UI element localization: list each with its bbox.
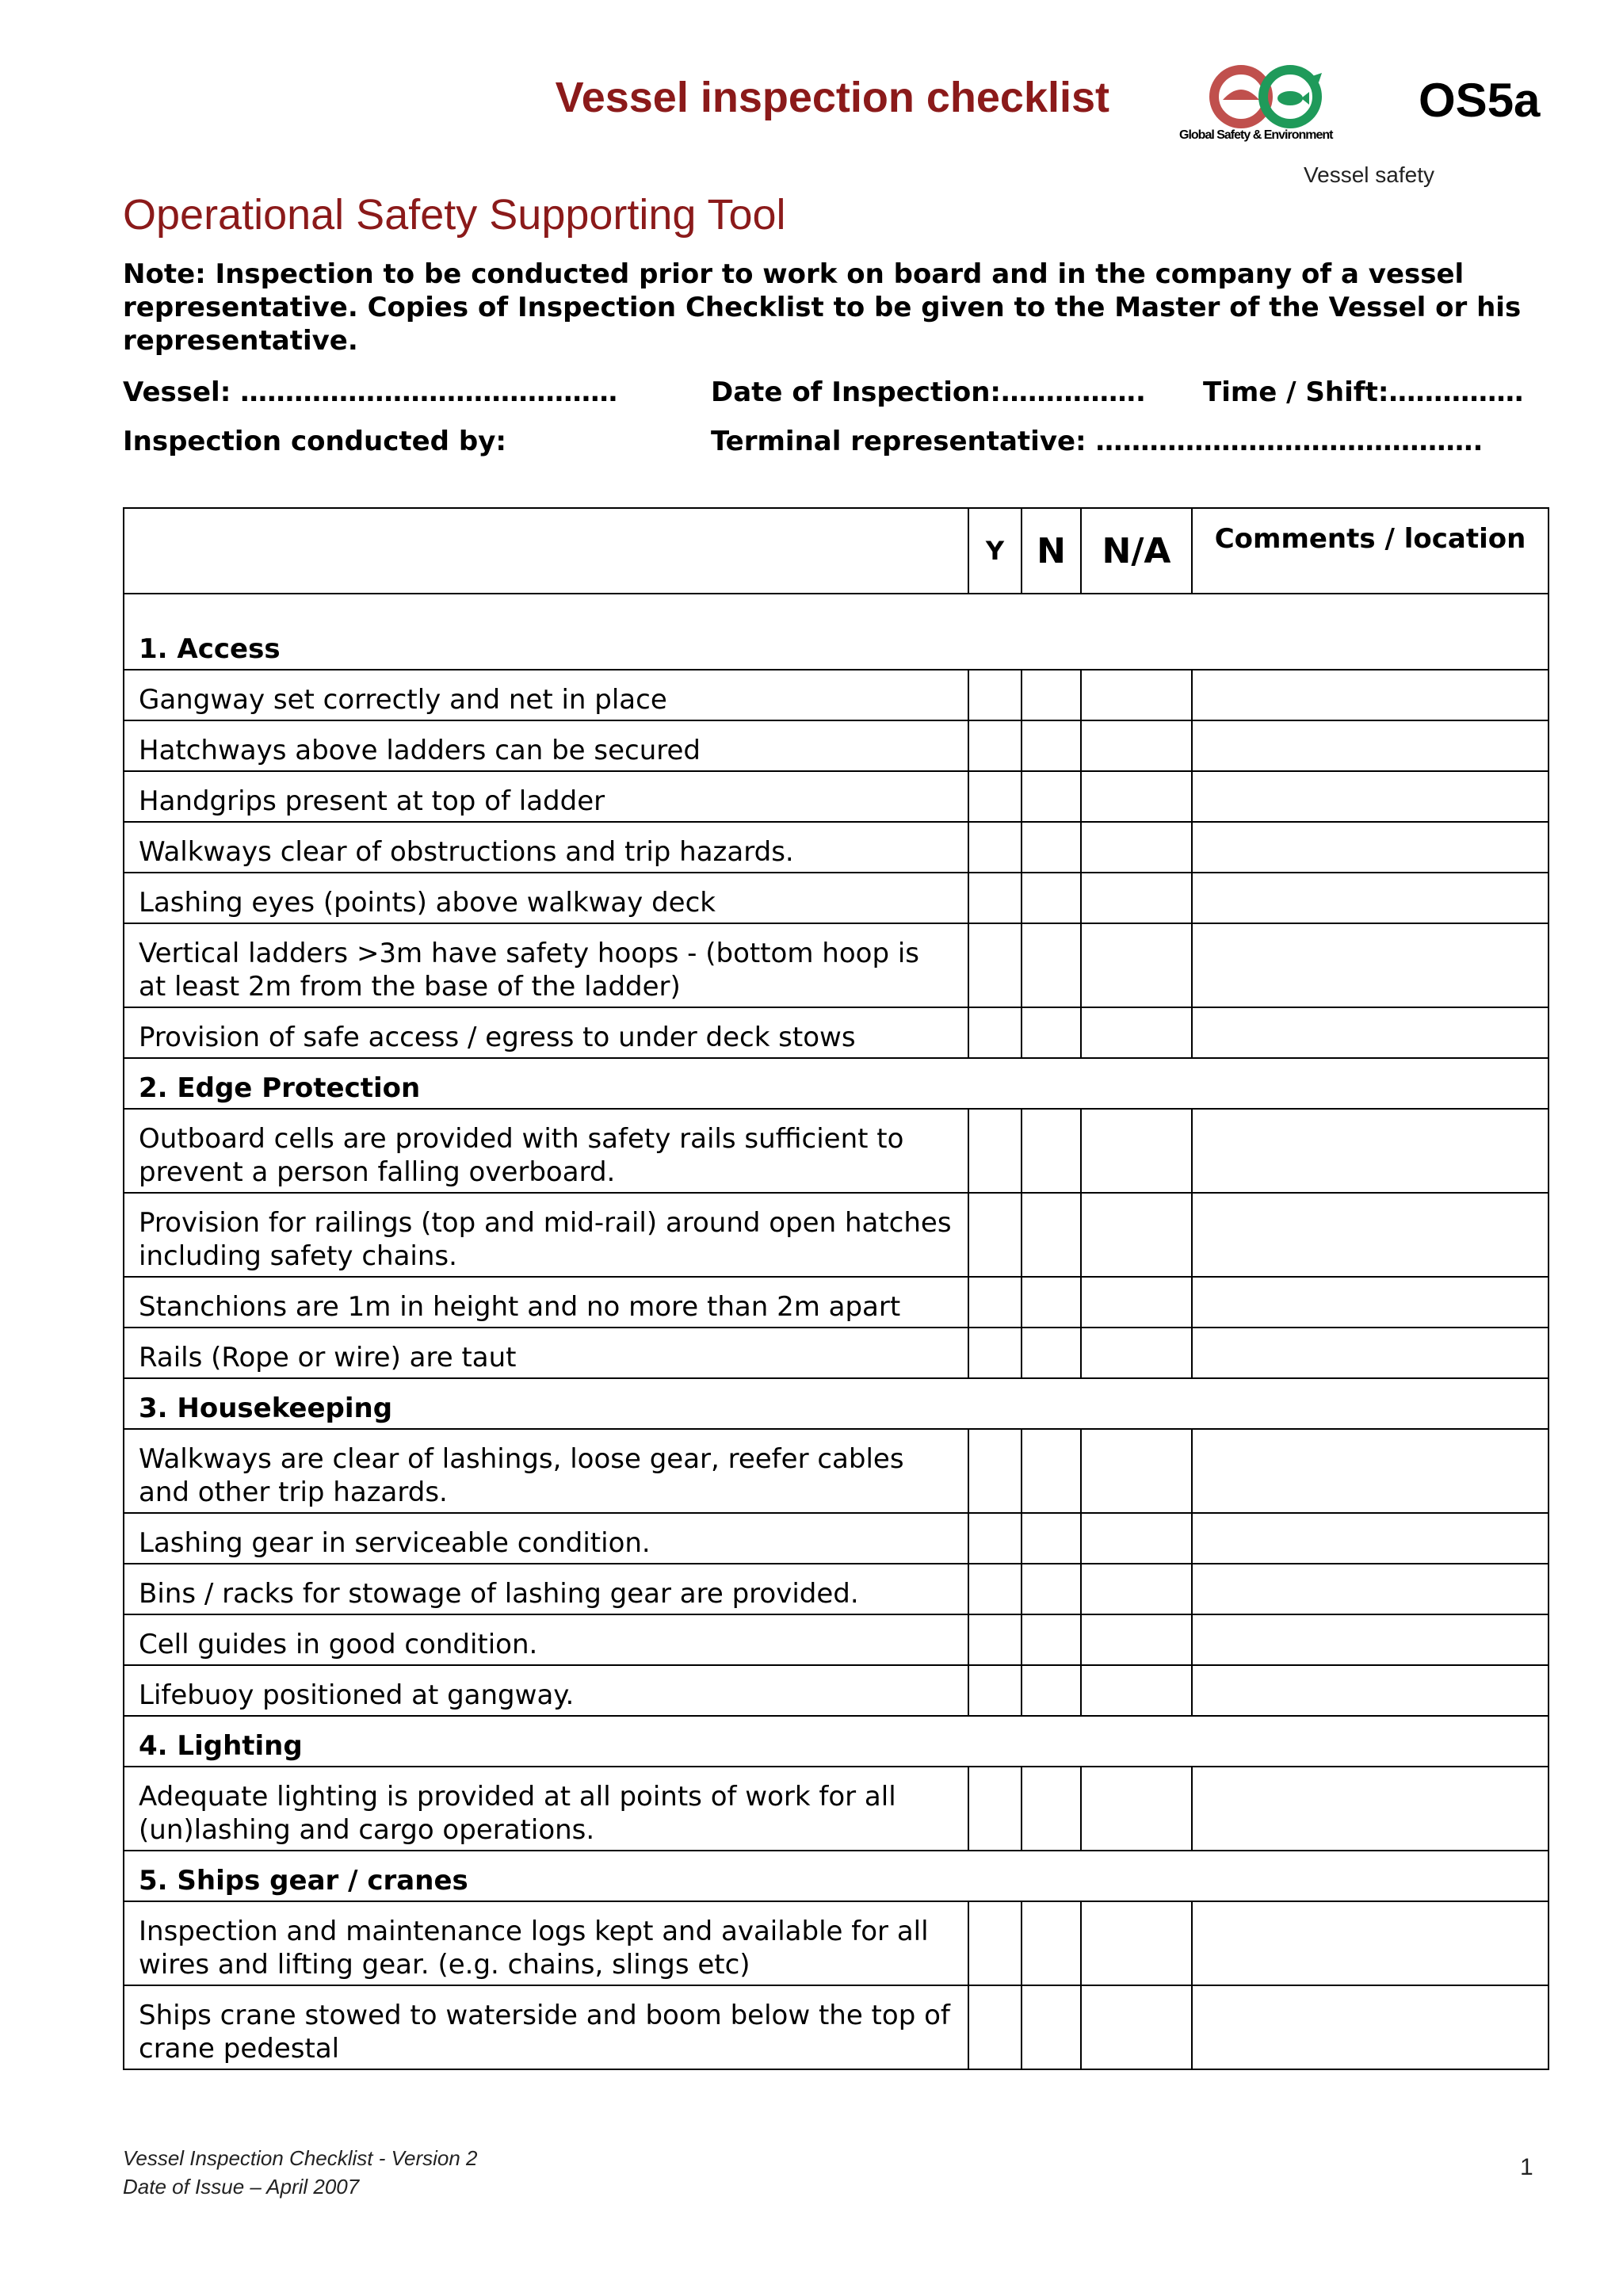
no-checkbox-cell[interactable]: [1022, 771, 1081, 822]
no-checkbox-cell[interactable]: [1022, 1007, 1081, 1058]
yes-checkbox-cell[interactable]: [968, 873, 1022, 923]
comments-cell[interactable]: [1192, 1901, 1549, 1985]
comments-cell[interactable]: [1192, 1985, 1549, 2069]
checklist-row: [124, 1665, 1549, 1716]
yes-checkbox-cell[interactable]: [968, 1429, 1022, 1513]
checklist-row: [124, 873, 1549, 923]
comments-cell[interactable]: [1192, 1109, 1549, 1193]
no-checkbox-cell[interactable]: [1022, 1767, 1081, 1851]
yes-checkbox-cell[interactable]: [968, 1767, 1022, 1851]
checklist-item: Lashing gear in serviceable condition.: [124, 1513, 968, 1564]
checklist-row: [124, 923, 1549, 1007]
na-checkbox-cell[interactable]: [1081, 1193, 1192, 1277]
no-checkbox-cell[interactable]: [1022, 1901, 1081, 1985]
na-checkbox-cell[interactable]: [1081, 1277, 1192, 1328]
comments-cell[interactable]: [1192, 1007, 1549, 1058]
checklist-row: [124, 822, 1549, 873]
checklist-item: Rails (Rope or wire) are taut: [124, 1328, 968, 1378]
yes-checkbox-cell[interactable]: [968, 1564, 1022, 1614]
na-checkbox-cell[interactable]: [1081, 923, 1192, 1007]
comments-cell[interactable]: [1192, 1277, 1549, 1328]
comments-cell[interactable]: [1192, 923, 1549, 1007]
na-checkbox-cell[interactable]: [1081, 1007, 1192, 1058]
yes-checkbox-cell[interactable]: [968, 923, 1022, 1007]
comments-cell[interactable]: [1192, 873, 1549, 923]
na-checkbox-cell[interactable]: [1081, 1767, 1192, 1851]
section-row: [124, 1378, 1549, 1429]
section-row: [124, 1716, 1549, 1767]
not-applicable-column-header: N/A: [1081, 508, 1192, 594]
comments-cell[interactable]: [1192, 771, 1549, 822]
date-of-inspection-field[interactable]: Date of Inspection:…………….: [711, 376, 1146, 408]
na-checkbox-cell[interactable]: [1081, 822, 1192, 873]
comments-cell[interactable]: [1192, 670, 1549, 720]
no-checkbox-cell[interactable]: [1022, 1328, 1081, 1378]
no-checkbox-cell[interactable]: [1022, 670, 1081, 720]
checklist-item: Vertical ladders >3m have safety hoops - (bottom hoop is at least 2m from the base of the ladder): [124, 923, 968, 1007]
checklist-item: Hatchways above ladders can be secured: [124, 720, 968, 771]
inspection-checklist-table: [123, 507, 1549, 2070]
checklist-row: [124, 1513, 1549, 1564]
inspection-conducted-by-field[interactable]: Inspection conducted by:: [123, 426, 506, 457]
na-checkbox-cell[interactable]: [1081, 1513, 1192, 1564]
section-title: 5. Ships gear / cranes: [124, 1851, 1549, 1901]
comments-cell[interactable]: [1192, 1429, 1549, 1513]
na-checkbox-cell[interactable]: [1081, 1109, 1192, 1193]
no-checkbox-cell[interactable]: [1022, 1665, 1081, 1716]
terminal-representative-field[interactable]: Terminal representative: …………………………………….: [711, 426, 1484, 457]
comments-cell[interactable]: [1192, 1513, 1549, 1564]
yes-checkbox-cell[interactable]: [968, 1513, 1022, 1564]
no-checkbox-cell[interactable]: [1022, 873, 1081, 923]
checklist-item: Ships crane stowed to waterside and boom below the top of crane pedestal: [124, 1985, 968, 2069]
checklist-row: [124, 1193, 1549, 1277]
checklist-row: [124, 1985, 1549, 2069]
no-checkbox-cell[interactable]: [1022, 720, 1081, 771]
category-tag: Vessel safety: [1304, 162, 1434, 187]
inspection-note: Note: Inspection to be conducted prior to work on board and in the company of a vessel representative. Copies of Inspection Checklist to be given to the Master of the Vessel or his representative.: [123, 258, 1522, 357]
yes-checkbox-cell[interactable]: [968, 1614, 1022, 1665]
checklist-item: Walkways are clear of lashings, loose gear, reefer cables and other trip hazards.: [124, 1429, 968, 1513]
comments-cell[interactable]: [1192, 1193, 1549, 1277]
na-checkbox-cell[interactable]: [1081, 670, 1192, 720]
checklist-item: Outboard cells are provided with safety rails sufficient to prevent a person falling overboard.: [124, 1109, 968, 1193]
yes-checkbox-cell[interactable]: [968, 822, 1022, 873]
comments-cell[interactable]: [1192, 1614, 1549, 1665]
yes-checkbox-cell[interactable]: [968, 1007, 1022, 1058]
checklist-item: Cell guides in good condition.: [124, 1614, 968, 1665]
section-title: 2. Edge Protection: [124, 1058, 1549, 1109]
checklist-item: Walkways clear of obstructions and trip hazards.: [124, 822, 968, 873]
no-checkbox-cell[interactable]: [1022, 1985, 1081, 2069]
checklist-item: Adequate lighting is provided at all points of work for all (un)lashing and cargo operations.: [124, 1767, 968, 1851]
na-checkbox-cell[interactable]: [1081, 873, 1192, 923]
checklist-row: [124, 1767, 1549, 1851]
na-checkbox-cell[interactable]: [1081, 720, 1192, 771]
na-checkbox-cell[interactable]: [1081, 1328, 1192, 1378]
na-checkbox-cell[interactable]: [1081, 1665, 1192, 1716]
no-checkbox-cell[interactable]: [1022, 1109, 1081, 1193]
yes-checkbox-cell[interactable]: [968, 1665, 1022, 1716]
yes-checkbox-cell[interactable]: [968, 1901, 1022, 1985]
comments-cell[interactable]: [1192, 1767, 1549, 1851]
no-checkbox-cell[interactable]: [1022, 1614, 1081, 1665]
checklist-row: [124, 720, 1549, 771]
yes-checkbox-cell[interactable]: [968, 670, 1022, 720]
section-row: [124, 1058, 1549, 1109]
checklist-row: [124, 771, 1549, 822]
no-checkbox-cell[interactable]: [1022, 1277, 1081, 1328]
page-number: 1: [1520, 2154, 1533, 2180]
checklist-row: [124, 1901, 1549, 1985]
na-checkbox-cell[interactable]: [1081, 771, 1192, 822]
comments-cell[interactable]: [1192, 1328, 1549, 1378]
no-checkbox-cell[interactable]: [1022, 1429, 1081, 1513]
na-checkbox-cell[interactable]: [1081, 1429, 1192, 1513]
comments-cell[interactable]: [1192, 1564, 1549, 1614]
checklist-item: Handgrips present at top of ladder: [124, 771, 968, 822]
checklist-row: [124, 1277, 1549, 1328]
checklist-item: Lashing eyes (points) above walkway deck: [124, 873, 968, 923]
comments-cell[interactable]: [1192, 822, 1549, 873]
no-checkbox-cell[interactable]: [1022, 1564, 1081, 1614]
checklist-row: [124, 1564, 1549, 1614]
checklist-row: [124, 1429, 1549, 1513]
na-checkbox-cell[interactable]: [1081, 1564, 1192, 1614]
yes-checkbox-cell[interactable]: [968, 720, 1022, 771]
na-checkbox-cell[interactable]: [1081, 1901, 1192, 1985]
checklist-row: [124, 1007, 1549, 1058]
comments-column-header: Comments / location: [1192, 508, 1549, 594]
na-checkbox-cell[interactable]: [1081, 1985, 1192, 2069]
document-code: OS5a: [1419, 74, 1541, 127]
yes-checkbox-cell[interactable]: [968, 1109, 1022, 1193]
section-row: [124, 1851, 1549, 1901]
no-checkbox-cell[interactable]: [1022, 1513, 1081, 1564]
checklist-item: Bins / racks for stowage of lashing gear are provided.: [124, 1564, 968, 1614]
checklist-item: Lifebuoy positioned at gangway.: [124, 1665, 968, 1716]
no-column-header: N: [1022, 508, 1081, 594]
checklist-item: Provision for railings (top and mid-rail) around open hatches including safety chains.: [124, 1193, 968, 1277]
checklist-row: [124, 1328, 1549, 1378]
na-checkbox-cell[interactable]: [1081, 1614, 1192, 1665]
section-row: [124, 594, 1549, 670]
item-column-header: [124, 508, 968, 594]
section-title: 1. Access: [124, 594, 1549, 670]
logo-text: Global Safety & Environment: [1179, 128, 1333, 142]
time-shift-field[interactable]: Time / Shift:……………: [1203, 376, 1524, 408]
checklist-item: Stanchions are 1m in height and no more than 2m apart: [124, 1277, 968, 1328]
checklist-item: Provision of safe access / egress to under deck stows: [124, 1007, 968, 1058]
checklist-row: [124, 1614, 1549, 1665]
yes-checkbox-cell[interactable]: [968, 1193, 1022, 1277]
no-checkbox-cell[interactable]: [1022, 923, 1081, 1007]
document-title: Vessel inspection checklist: [555, 74, 1109, 121]
document-subtitle: Operational Safety Supporting Tool: [123, 191, 786, 239]
footer-issue-date: Date of Issue – April 2007: [123, 2175, 360, 2199]
footer-version: Vessel Inspection Checklist - Version 2: [123, 2146, 478, 2170]
checklist-row: [124, 670, 1549, 720]
checklist-row: [124, 1109, 1549, 1193]
checklist-item: Gangway set correctly and net in place: [124, 670, 968, 720]
vessel-field[interactable]: Vessel: ……………………………………: [123, 376, 618, 408]
footer-info: [123, 2144, 478, 2201]
comments-cell[interactable]: [1192, 1665, 1549, 1716]
yes-checkbox-cell[interactable]: [968, 771, 1022, 822]
yes-checkbox-cell[interactable]: [968, 1328, 1022, 1378]
yes-checkbox-cell[interactable]: [968, 1277, 1022, 1328]
no-checkbox-cell[interactable]: [1022, 1193, 1081, 1277]
comments-cell[interactable]: [1192, 720, 1549, 771]
no-checkbox-cell[interactable]: [1022, 822, 1081, 873]
checklist-item: Inspection and maintenance logs kept and available for all wires and lifting gear. (e.g. chains, slings etc): [124, 1901, 968, 1985]
section-title: 3. Housekeeping: [124, 1378, 1549, 1429]
yes-checkbox-cell[interactable]: [968, 1985, 1022, 2069]
yes-column-header: Y: [968, 508, 1022, 594]
section-title: 4. Lighting: [124, 1716, 1549, 1767]
